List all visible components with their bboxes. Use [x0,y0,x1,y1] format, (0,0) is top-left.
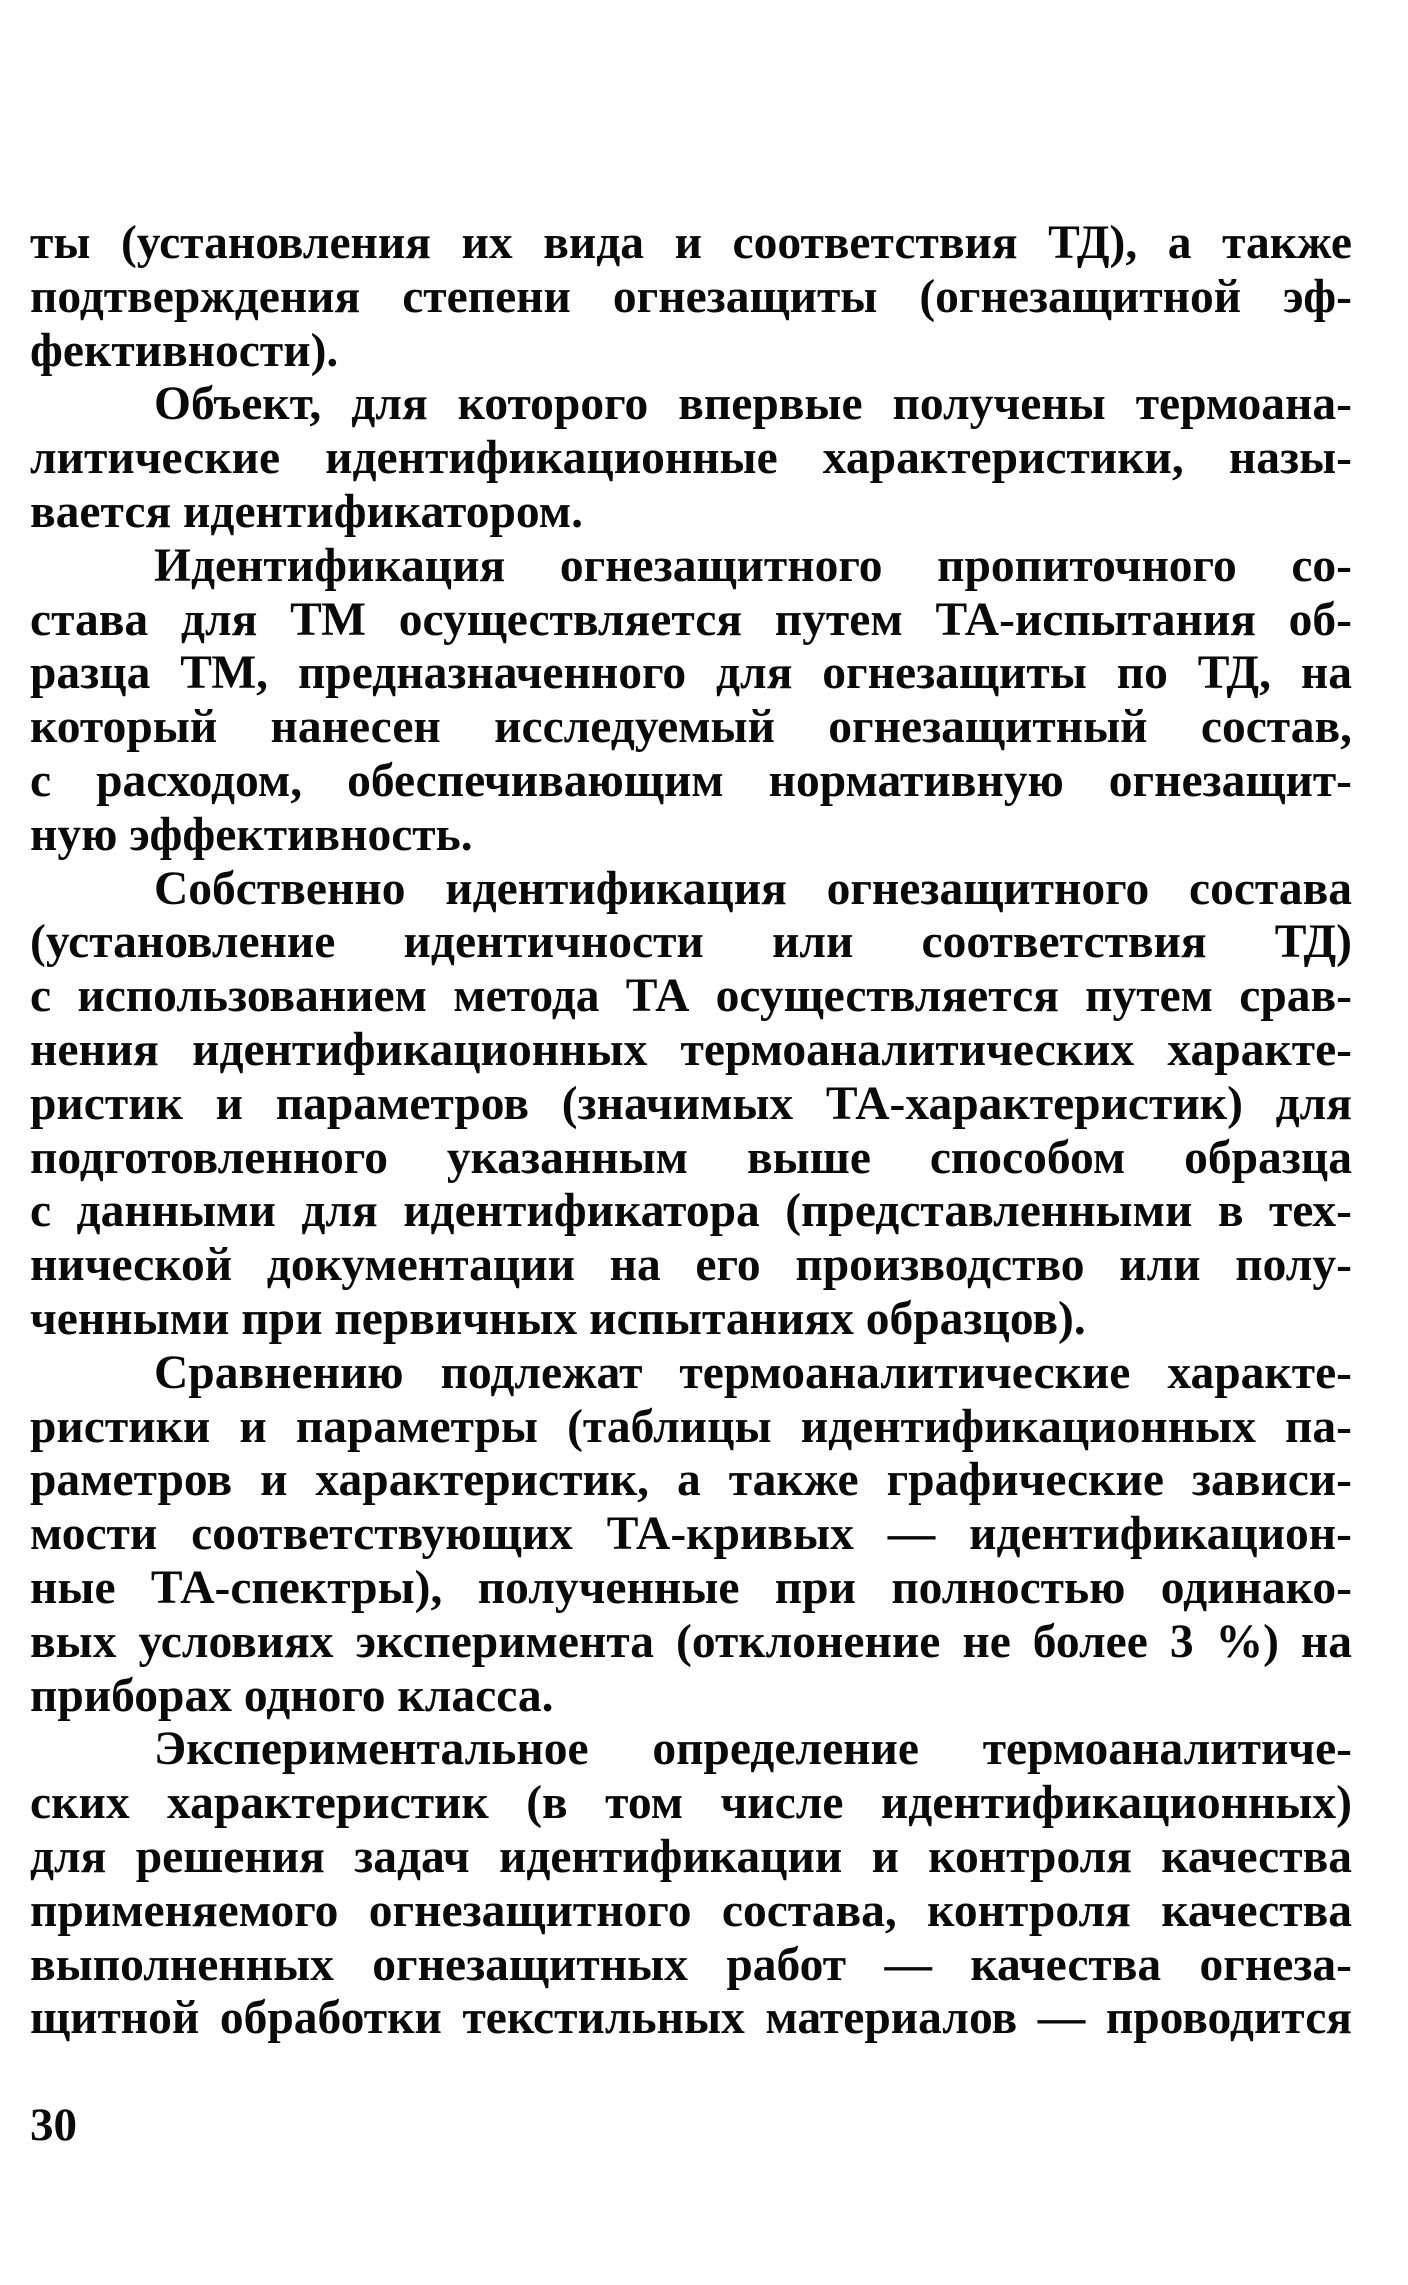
text-line: выполненных огнезащитных работ — качества огнеза- [30,1938,1352,1991]
text-line: Объект, для которого впервые получены термоана- [154,378,1352,431]
text-line: который нанесен исследуемый огнезащитный состав, [30,701,1352,754]
paragraph-identification-method [30,863,1352,1347]
text-line: для решения задач идентификации и контроля качества [30,1830,1352,1883]
text-line: литические идентификационные характеристики, назы- [30,432,1352,485]
text-line: мости соответствующих ТА-кривых — идентификацион- [30,1508,1352,1561]
text-line: Экспериментальное определение термоаналитиче- [154,1723,1352,1776]
text-line: Собственно идентификация огнезащитного состава [154,862,1352,915]
page-number: 30 [30,2099,77,2151]
text-line: с расходом, обеспечивающим нормативную огнезащит- [30,754,1352,807]
text-line: приборах одного класса. [30,1669,554,1722]
paragraph-comparison [30,1347,1352,1724]
text-line: Сравнению подлежат термоаналитические характе- [154,1346,1352,1399]
text-line: раметров и характеристик, а также графические зависи- [30,1454,1352,1507]
paragraph-experimental-determination [30,1723,1352,2046]
text-line: фективности). [30,324,339,377]
text-line: Идентификация огнезащитного пропиточного со- [154,539,1352,592]
text-line: нения идентификационных термоаналитических характе- [30,1023,1352,1076]
text-line: (установление идентичности или соответствия ТД) [30,916,1352,969]
text-line: подтверждения степени огнезащиты (огнезащитной эф- [30,270,1352,323]
text-line: нической документации на его производство или полу- [30,1239,1352,1292]
paragraph-continuation [30,217,1352,378]
text-line: ристик и параметров (значимых ТА-характеристик) для [30,1077,1352,1130]
paragraph-identifier-definition [30,378,1352,539]
paragraph-identification-procedure [30,540,1352,863]
text-line: става для ТМ осуществляется путем ТА-испытания об- [30,593,1352,646]
text-line: с данными для идентификатора (представленными в тех- [30,1185,1352,1238]
text-line: ских характеристик (в том числе идентификационных) [30,1777,1352,1830]
body-text [30,217,1352,2046]
text-line: ты (установления их вида и соответствия ТД), а также [30,217,1352,269]
text-line: разца ТМ, предназначенного для огнезащиты по ТД, на [30,647,1352,700]
text-line: ристики и параметры (таблицы идентификационных па- [30,1400,1352,1453]
text-line: вых условиях эксперимента (отклонение не более 3 %) на [30,1615,1352,1668]
text-line: вается идентификатором. [30,485,583,538]
text-line: ную эффективность. [30,808,473,861]
text-line: подготовленного указанным выше способом образца [30,1131,1352,1184]
text-line: применяемого огнезащитного состава, контроля качества [30,1884,1352,1937]
text-line: ные ТА-спектры), полученные при полностью одинако- [30,1561,1352,1614]
text-line: ченными при первичных испытаниях образцов). [30,1292,1086,1345]
text-line: с использованием метода ТА осуществляется путем срав- [30,970,1352,1023]
text-line: щитной обработки текстильных материалов — проводится [30,1992,1352,2045]
